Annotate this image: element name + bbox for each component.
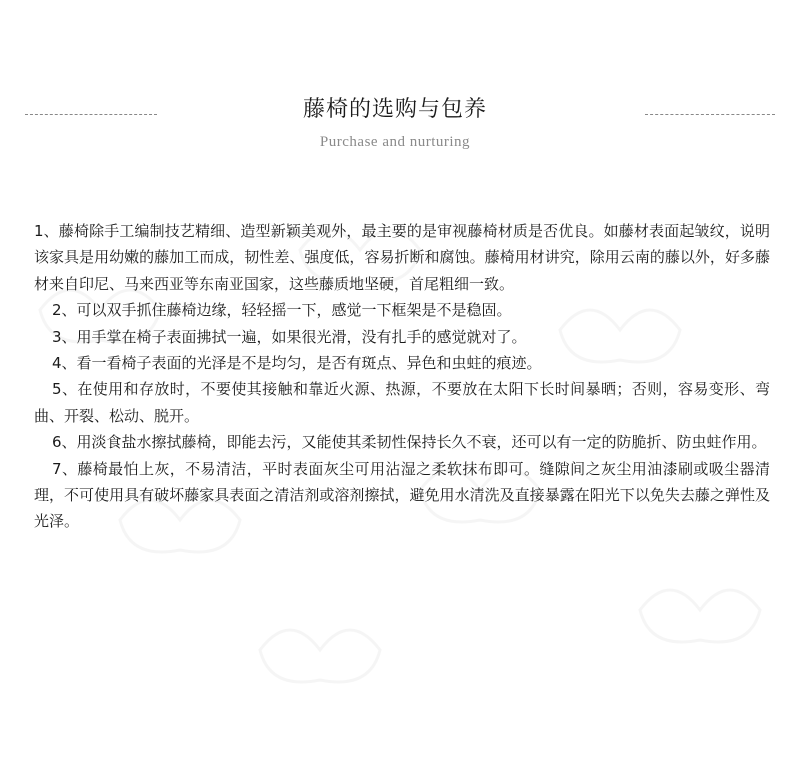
paragraph-2: 2、可以双手抓住藤椅边缘，轻轻摇一下，感觉一下框架是不是稳固。	[52, 301, 512, 320]
paragraph-7: 7、藤椅最怕上灰，不易清洁，平时表面灰尘可用沾湿之柔软抹布即可。缝隙间之灰尘用油漆刷或吸尘器清理，不可使用具有破坏藤家具表面之清洁剂或溶剂擦拭，避免用水清洗及直接暴露在阳光下以免失去藤之弹性及光泽。	[34, 459, 770, 531]
article-body	[34, 218, 770, 535]
paragraph-4: 4、看一看椅子表面的光泽是不是均匀，是否有斑点、异色和虫蛀的痕迹。	[52, 354, 542, 373]
paragraph-6: 6、用淡食盐水擦拭藤椅，即能去污，又能使其柔韧性保持长久不衰，还可以有一定的防脆折、防虫蛀作用。	[52, 433, 767, 452]
paragraph-5: 5、在使用和存放时，不要使其接触和靠近火源、热源，不要放在太阳下长时间暴晒；否则，容易变形、弯曲、开裂、松动、脱开。	[34, 380, 770, 425]
article-title: 藤椅的选购与包养	[302, 97, 487, 122]
article-header	[0, 80, 790, 170]
paragraph-3: 3、用手掌在椅子表面拂拭一遍，如果很光滑，没有扎手的感觉就对了。	[52, 327, 527, 346]
article-subtitle: Purchase and nurturing	[319, 134, 471, 150]
paragraph-1: 1、藤椅除手工编制技艺精细、造型新颖美观外，最主要的是审视藤椅材质是否优良。如藤材表面起皱纹，说明该家具是用幼嫩的藤加工而成，韧性差、强度低，容易折断和腐蚀。藤椅用材讲究，除用云南的藤以外，好多藤材来自印尼、马来西亚等东南亚国家，这些藤质地坚硬，首尾粗细一致。	[34, 222, 770, 293]
